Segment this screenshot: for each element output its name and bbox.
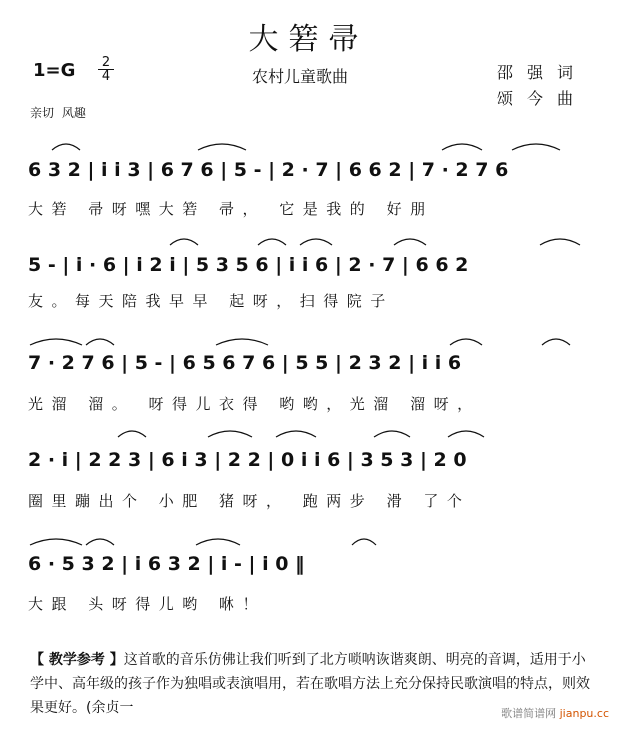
- score-row-4: 2 · i | 2 2 3 | 6 i 3 | 2 2 | 0 i i 6 | 3 5 3 | 2 0: [28, 449, 467, 471]
- song-subtitle: 农村儿童歌曲: [252, 67, 349, 86]
- lyric-row-2: 友。每天陪我早早 起呀，扫得院子: [28, 292, 394, 310]
- time-denominator: 4: [98, 69, 114, 83]
- lyric-row-4: 圈里蹦出个 小肥 猪呀， 跑两步 滑 了个: [28, 492, 471, 510]
- teaching-notes-tag: 【 教学参考 】: [30, 652, 124, 668]
- lyric-row-1: 大箬 帚呀嘿大箬 帚， 它是我的 好朋: [28, 200, 434, 218]
- score-row-3: 7 · 2 7 6 | 5 - | 6 5 6 7 6 | 5 5 | 2 3 2 | i i 6: [28, 352, 462, 374]
- site-watermark: [501, 705, 609, 721]
- score-row-2: 5 - | i · 6 | i 2 i | 5 3 5 6 | i i 6 | 2 · 7 | 6 6 2: [28, 254, 469, 276]
- expression-marking: 亲切 风趣: [30, 106, 86, 120]
- teaching-notes-text: 这首歌的音乐仿佛让我们听到了北方唢呐诙谐爽朗、明亮的音调，适用于小学中、高年级的孩子作为独唱或表演唱用，若在歌唱方法上充分保持民歌演唱的特点，则效果更好。(余贞一: [30, 652, 590, 716]
- watermark-text: 歌谱简谱网: [501, 707, 557, 720]
- watermark-url: jianpu.cc: [559, 707, 609, 720]
- lyricist-credit: 邵强词: [497, 63, 588, 82]
- time-numerator: 2: [101, 55, 111, 70]
- score-row-1: 6 3 2 | i i 3 | 6 7 6 | 5 - | 2 · 7 | 6 6 2 | 7 · 2 7 6: [28, 159, 509, 181]
- key-signature: 1=G: [33, 60, 76, 81]
- lyric-row-3: 光溜 溜。 呀得儿衣得 哟哟，光溜 溜呀，: [28, 395, 481, 413]
- composer-credit: 颂今曲: [497, 89, 588, 108]
- song-title: 大箬帚: [248, 22, 369, 57]
- score-row-5: 6 · 5 3 2 | i 6 3 2 | i - | i 0 ‖: [28, 553, 305, 575]
- lyric-row-5: 大跟 头呀得儿哟 咻！: [28, 595, 267, 613]
